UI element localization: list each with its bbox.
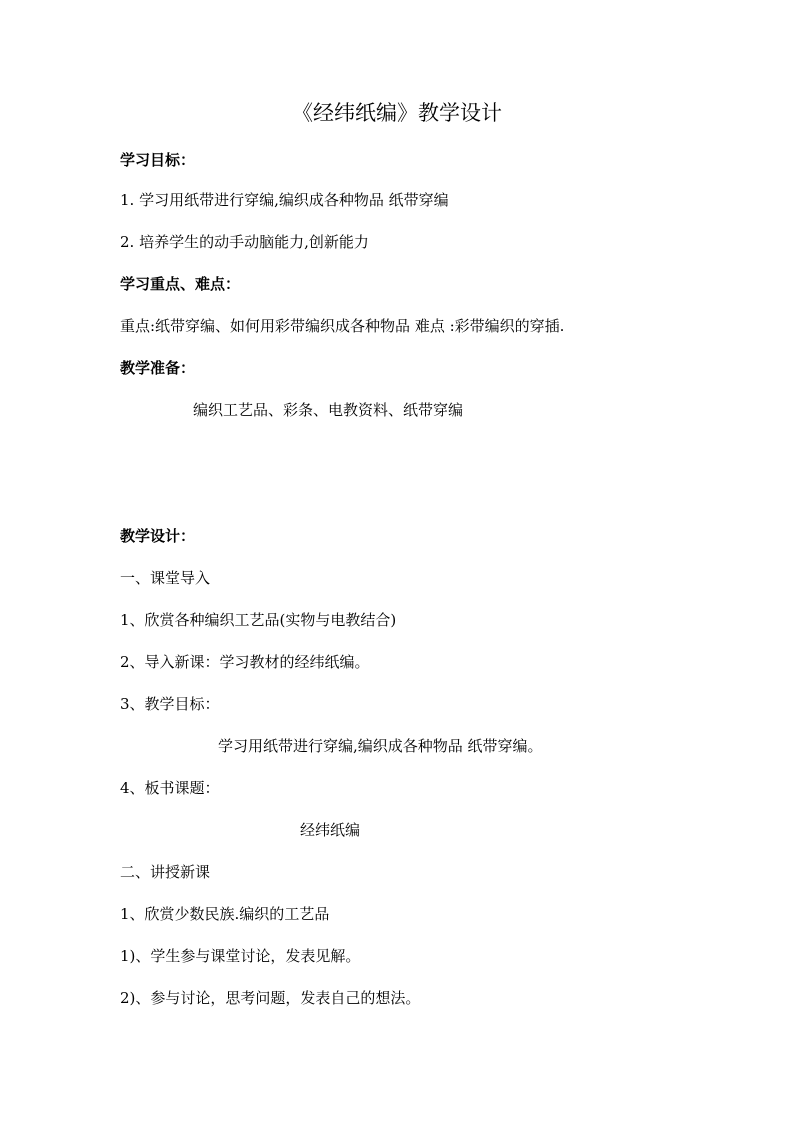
section-1-item-4: 4、板书课题： (120, 779, 220, 797)
document-title: 《经纬纸编》教学设计 (292, 101, 502, 125)
section-2-heading: 二、讲授新课 (120, 863, 211, 881)
section-2-item-1: 1、欣赏少数民族.编织的工艺品 (120, 905, 330, 923)
section-1-item-3-detail: 学习用纸带进行穿编,编织成各种物品 纸带穿编。 (218, 737, 543, 755)
objective-item-1: 1. 学习用纸带进行穿编,编织成各种物品 纸带穿编 (120, 191, 449, 209)
section-1-item-2: 2、导入新课：学习教材的经纬纸编。 (120, 653, 370, 671)
section-1-item-4-detail: 经纬纸编 (300, 821, 361, 839)
section-1-heading: 一、课堂导入 (120, 569, 211, 587)
objective-item-2: 2. 培养学生的动手动脑能力,创新能力 (120, 233, 369, 251)
design-heading: 教学设计： (120, 527, 196, 545)
section-2-sub-2: 2)、参与讨论，思考问题，发表自己的想法。 (120, 989, 421, 1007)
key-points-heading: 学习重点、难点： (120, 275, 241, 293)
section-1-item-1: 1、欣赏各种编织工艺品(实物与电教结合) (120, 611, 397, 629)
section-2-sub-1: 1)、学生参与课堂讨论，发表见解。 (120, 947, 361, 965)
preparation-heading: 教学准备： (120, 359, 196, 377)
objectives-heading: 学习目标： (120, 151, 196, 169)
section-1-item-3: 3、教学目标： (120, 695, 220, 713)
key-points-text: 重点:纸带穿编、如何用彩带编织成各种物品 难点 :彩带编织的穿插. (120, 317, 565, 335)
preparation-text: 编织工艺品、彩条、电教资料、纸带穿编 (193, 401, 464, 419)
